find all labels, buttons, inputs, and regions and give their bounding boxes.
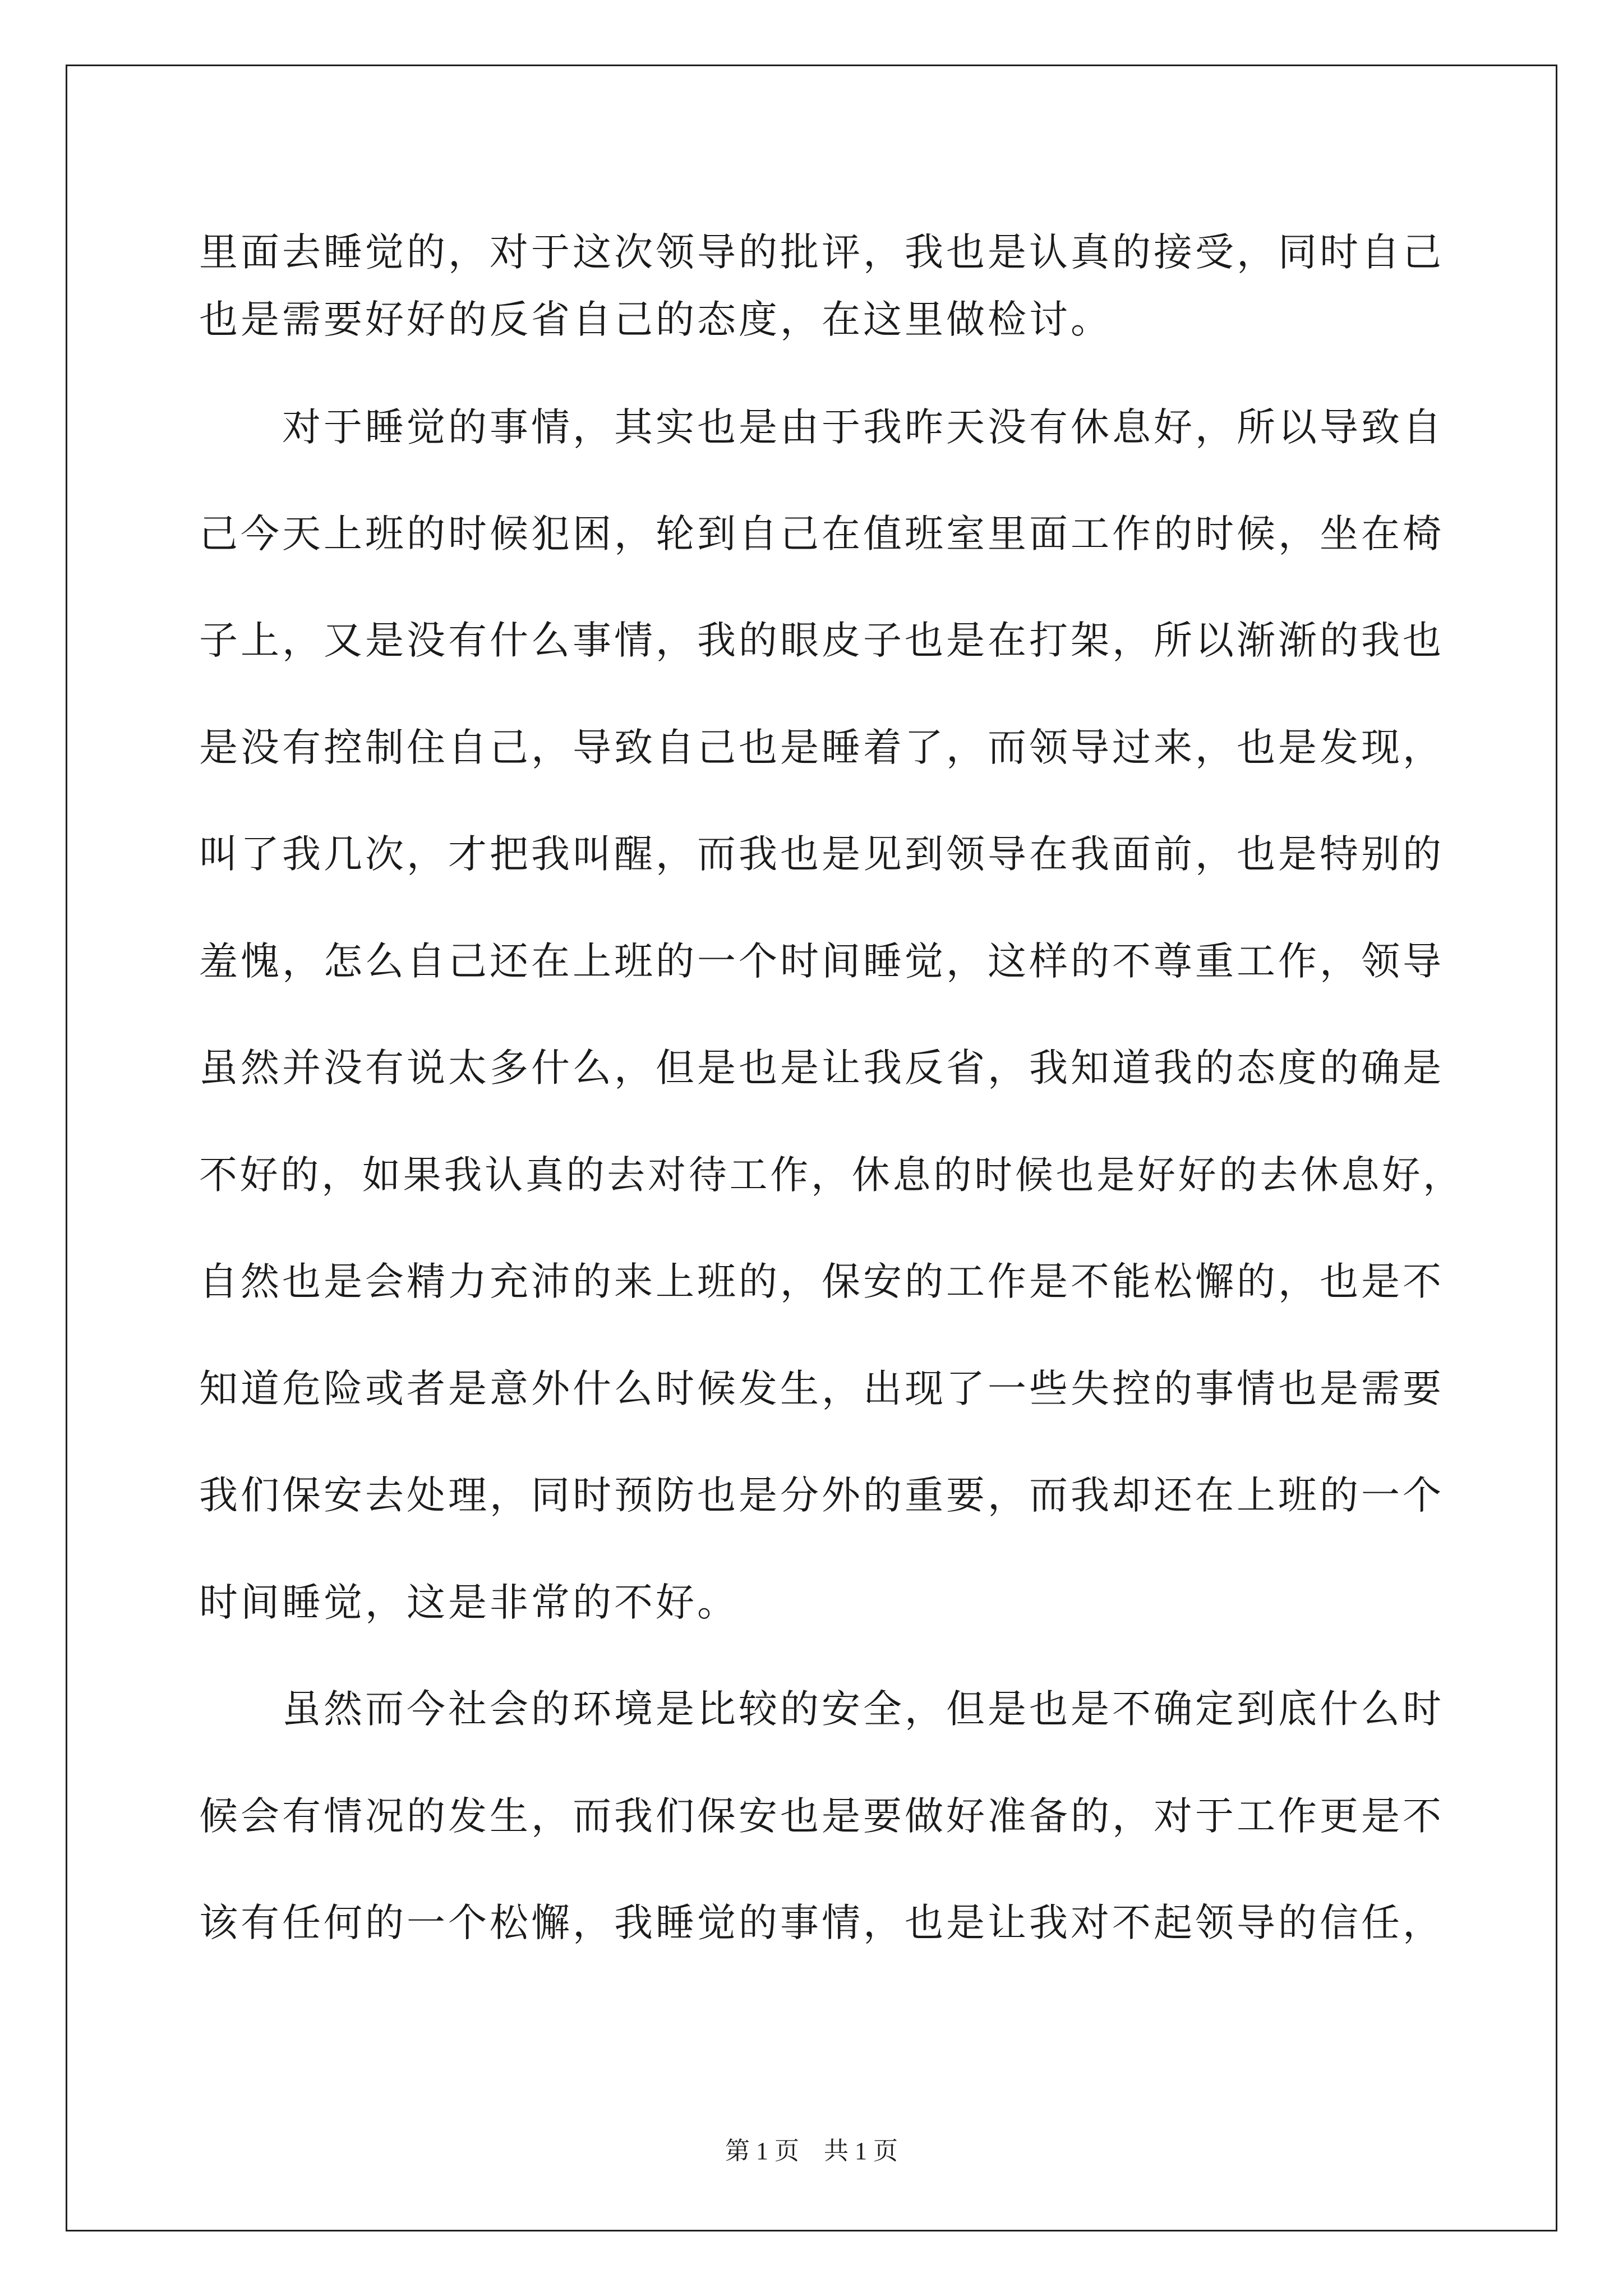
text-line: 自然也是会精力充沛的来上班的，保安的工作是不能松懈的，也是不: [199, 1259, 1444, 1304]
text-line: 对于睡觉的事情，其实也是由于我昨天没有休息好，所以导致自: [199, 405, 1444, 450]
text-line: 该有任何的一个松懈，我睡觉的事情，也是让我对不起领导的信任，: [199, 1901, 1444, 1945]
text-line: 里面去睡觉的，对于这次领导的批评，我也是认真的接受，同时自己: [199, 230, 1444, 275]
text-line: 我们保安去处理，同时预防也是分外的重要，而我却还在上班的一个: [199, 1473, 1444, 1518]
text-line: 虽然而今社会的环境是比较的安全，但是也是不确定到底什么时: [199, 1687, 1444, 1732]
text-line: 也是需要好好的反省自己的态度，在这里做检讨。: [199, 297, 1112, 342]
text-line: 叫了我几次，才把我叫醒，而我也是见到领导在我面前，也是特别的: [199, 832, 1444, 877]
page-footer: 第 1 页 共 1 页: [725, 2137, 898, 2165]
text-line: 时间睡觉，这是非常的不好。: [199, 1580, 739, 1625]
text-line: 子上，又是没有什么事情，我的眼皮子也是在打架，所以渐渐的我也: [199, 618, 1444, 663]
text-line: 候会有情况的发生，而我们保安也是要做好准备的，对于工作更是不: [199, 1794, 1444, 1839]
text-line: 己今天上班的时候犯困，轮到自己在值班室里面工作的时候，坐在椅: [199, 512, 1444, 556]
text-line: 羞愧，怎么自己还在上班的一个时间睡觉，这样的不尊重工作，领导: [199, 939, 1444, 984]
text-line: 不好的，如果我认真的去对待工作，休息的时候也是好好的去休息好，: [199, 1153, 1464, 1198]
text-line: 是没有控制住自己，导致自己也是睡着了，而领导过来，也是发现，: [199, 725, 1444, 770]
text-line: 知道危险或者是意外什么时候发生，出现了一些失控的事情也是需要: [199, 1366, 1444, 1411]
text-line: 虽然并没有说太多什么，但是也是让我反省，我知道我的态度的确是: [199, 1046, 1444, 1091]
